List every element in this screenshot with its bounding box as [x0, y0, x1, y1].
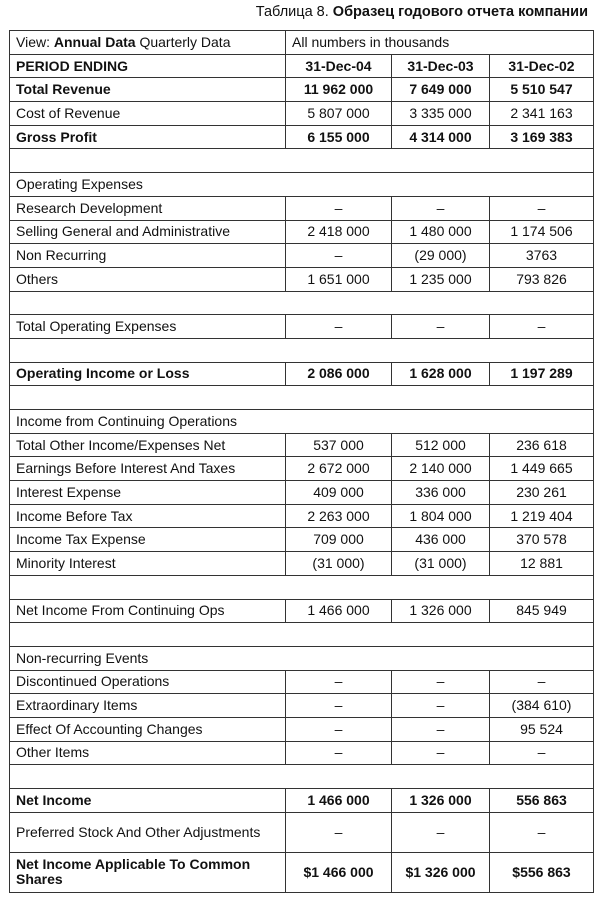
- row-value: 436 000: [392, 528, 490, 552]
- table-row: [10, 125, 594, 149]
- spacer-cell: [10, 765, 594, 789]
- row-value: –: [392, 717, 490, 741]
- row-value: –: [286, 694, 392, 718]
- row-value: 12 881: [490, 552, 594, 576]
- spacer-row: [10, 149, 594, 173]
- view-annual-data: Annual Data: [53, 33, 136, 50]
- row-value: –: [286, 196, 392, 220]
- row-value: 370 578: [490, 528, 594, 552]
- row-value: 5 807 000: [286, 102, 392, 126]
- row-value: 2 086 000: [286, 362, 392, 386]
- section-header-row: [10, 173, 594, 197]
- row-value: 2 341 163: [490, 102, 594, 126]
- row-value: 7 649 000: [392, 78, 490, 102]
- table-row: [10, 244, 594, 268]
- table-row: [10, 504, 594, 528]
- spacer-row: [10, 623, 594, 647]
- section-header-row: [10, 410, 594, 434]
- row-value: –: [392, 812, 490, 852]
- row-value: 1 651 000: [286, 267, 392, 291]
- row-value: 230 261: [490, 481, 594, 505]
- table-row: [10, 552, 594, 576]
- row-value: 2 263 000: [286, 504, 392, 528]
- row-value: 1 466 000: [286, 789, 392, 813]
- view-prefix: View:: [16, 33, 54, 50]
- table-row: [10, 789, 594, 813]
- row-value: 336 000: [392, 481, 490, 505]
- row-value: 537 000: [286, 433, 392, 457]
- table-row: [10, 717, 594, 741]
- row-value: (384 610): [490, 694, 594, 718]
- report-table-body: [10, 31, 594, 893]
- table-row: [10, 741, 594, 765]
- table-row: [10, 694, 594, 718]
- row-label: Cost of Revenue: [10, 102, 286, 126]
- spacer-cell: [10, 291, 594, 315]
- table-row: [10, 220, 594, 244]
- view-quarterly-data: Quarterly Data: [135, 33, 231, 50]
- row-label: Operating Income or Loss: [10, 362, 286, 386]
- row-label: Others: [10, 267, 286, 291]
- row-value: 236 618: [490, 433, 594, 457]
- row-value: 793 826: [490, 267, 594, 291]
- view-header-row: [10, 31, 594, 55]
- table-caption: [256, 4, 588, 20]
- section-label: Operating Expenses: [10, 173, 594, 197]
- row-label: Net Income From Continuing Ops: [10, 599, 286, 623]
- row-value: –: [490, 315, 594, 339]
- row-value: 31-Dec-03: [392, 54, 490, 78]
- row-value: 1 197 289: [490, 362, 594, 386]
- row-value: 2 672 000: [286, 457, 392, 481]
- row-value: $556 863: [490, 852, 594, 892]
- spacer-cell: [10, 575, 594, 599]
- row-value: –: [490, 196, 594, 220]
- section-header-row: [10, 646, 594, 670]
- spacer-row: [10, 338, 594, 362]
- row-value: –: [392, 741, 490, 765]
- row-value: –: [286, 670, 392, 694]
- row-label: Net Income: [10, 789, 286, 813]
- row-label: Net Income Applicable To Common Shares: [10, 852, 286, 892]
- row-value: 845 949: [490, 599, 594, 623]
- row-label: Gross Profit: [10, 125, 286, 149]
- table-row: [10, 315, 594, 339]
- row-value: –: [490, 812, 594, 852]
- row-value: 1 326 000: [392, 789, 490, 813]
- row-label: Selling General and Administrative: [10, 220, 286, 244]
- row-value: 1 804 000: [392, 504, 490, 528]
- row-label: Non Recurring: [10, 244, 286, 268]
- row-value: 1 326 000: [392, 599, 490, 623]
- row-value: 11 962 000: [286, 78, 392, 102]
- row-value: $1 466 000: [286, 852, 392, 892]
- table-row: [10, 102, 594, 126]
- row-value: 31-Dec-04: [286, 54, 392, 78]
- row-value: –: [286, 741, 392, 765]
- row-value: 1 466 000: [286, 599, 392, 623]
- row-value: –: [392, 670, 490, 694]
- row-value: 1 628 000: [392, 362, 490, 386]
- row-label: Effect Of Accounting Changes: [10, 717, 286, 741]
- row-value: 4 314 000: [392, 125, 490, 149]
- units-note: All numbers in thousands: [286, 31, 594, 55]
- table-row: [10, 196, 594, 220]
- caption-title: Образец годового отчета компании: [332, 4, 588, 20]
- spacer-row: [10, 765, 594, 789]
- table-row: [10, 362, 594, 386]
- row-value: 3 169 383: [490, 125, 594, 149]
- view-selector: [10, 31, 286, 55]
- row-value: –: [286, 812, 392, 852]
- row-label: Total Revenue: [10, 78, 286, 102]
- row-value: 31-Dec-02: [490, 54, 594, 78]
- spacer-row: [10, 291, 594, 315]
- row-label: Minority Interest: [10, 552, 286, 576]
- row-value: 3763: [490, 244, 594, 268]
- table-row: [10, 812, 594, 852]
- table-row: [10, 457, 594, 481]
- row-label: Income Before Tax: [10, 504, 286, 528]
- row-value: –: [286, 717, 392, 741]
- row-label: Other Items: [10, 741, 286, 765]
- table-row: [10, 670, 594, 694]
- spacer-row: [10, 575, 594, 599]
- row-value: 2 140 000: [392, 457, 490, 481]
- table-row: [10, 852, 594, 892]
- row-value: 5 510 547: [490, 78, 594, 102]
- row-value: $1 326 000: [392, 852, 490, 892]
- row-label: Discontinued Operations: [10, 670, 286, 694]
- row-value: 95 524: [490, 717, 594, 741]
- row-value: –: [286, 244, 392, 268]
- spacer-cell: [10, 338, 594, 362]
- section-label: Income from Continuing Operations: [10, 410, 594, 434]
- row-value: –: [392, 196, 490, 220]
- table-row: [10, 78, 594, 102]
- row-value: 556 863: [490, 789, 594, 813]
- row-value: –: [392, 694, 490, 718]
- spacer-cell: [10, 623, 594, 647]
- row-label: Preferred Stock And Other Adjustments: [10, 812, 286, 852]
- row-value: 2 418 000: [286, 220, 392, 244]
- row-value: –: [490, 741, 594, 765]
- row-value: 3 335 000: [392, 102, 490, 126]
- annual-report-table: [9, 30, 594, 893]
- row-label: Interest Expense: [10, 481, 286, 505]
- row-label: Earnings Before Interest And Taxes: [10, 457, 286, 481]
- table-row: [10, 54, 594, 78]
- row-value: 409 000: [286, 481, 392, 505]
- row-label: Extraordinary Items: [10, 694, 286, 718]
- table-row: [10, 433, 594, 457]
- row-value: 1 235 000: [392, 267, 490, 291]
- spacer-row: [10, 386, 594, 410]
- row-value: –: [286, 315, 392, 339]
- row-value: 709 000: [286, 528, 392, 552]
- row-label: PERIOD ENDING: [10, 54, 286, 78]
- row-value: –: [392, 315, 490, 339]
- row-value: (31 000): [286, 552, 392, 576]
- spacer-cell: [10, 386, 594, 410]
- row-label: Research Development: [10, 196, 286, 220]
- section-label: Non-recurring Events: [10, 646, 594, 670]
- table-row: [10, 528, 594, 552]
- caption-prefix: Таблица 8.: [255, 4, 329, 20]
- row-label: Income Tax Expense: [10, 528, 286, 552]
- row-value: (31 000): [392, 552, 490, 576]
- row-value: 1 449 665: [490, 457, 594, 481]
- row-label: Total Operating Expenses: [10, 315, 286, 339]
- table-row: [10, 599, 594, 623]
- table-row: [10, 267, 594, 291]
- row-value: 512 000: [392, 433, 490, 457]
- row-value: 1 174 506: [490, 220, 594, 244]
- table-row: [10, 481, 594, 505]
- spacer-cell: [10, 149, 594, 173]
- row-label: Total Other Income/Expenses Net: [10, 433, 286, 457]
- row-value: –: [490, 670, 594, 694]
- row-value: 1 480 000: [392, 220, 490, 244]
- row-value: (29 000): [392, 244, 490, 268]
- row-value: 6 155 000: [286, 125, 392, 149]
- row-value: 1 219 404: [490, 504, 594, 528]
